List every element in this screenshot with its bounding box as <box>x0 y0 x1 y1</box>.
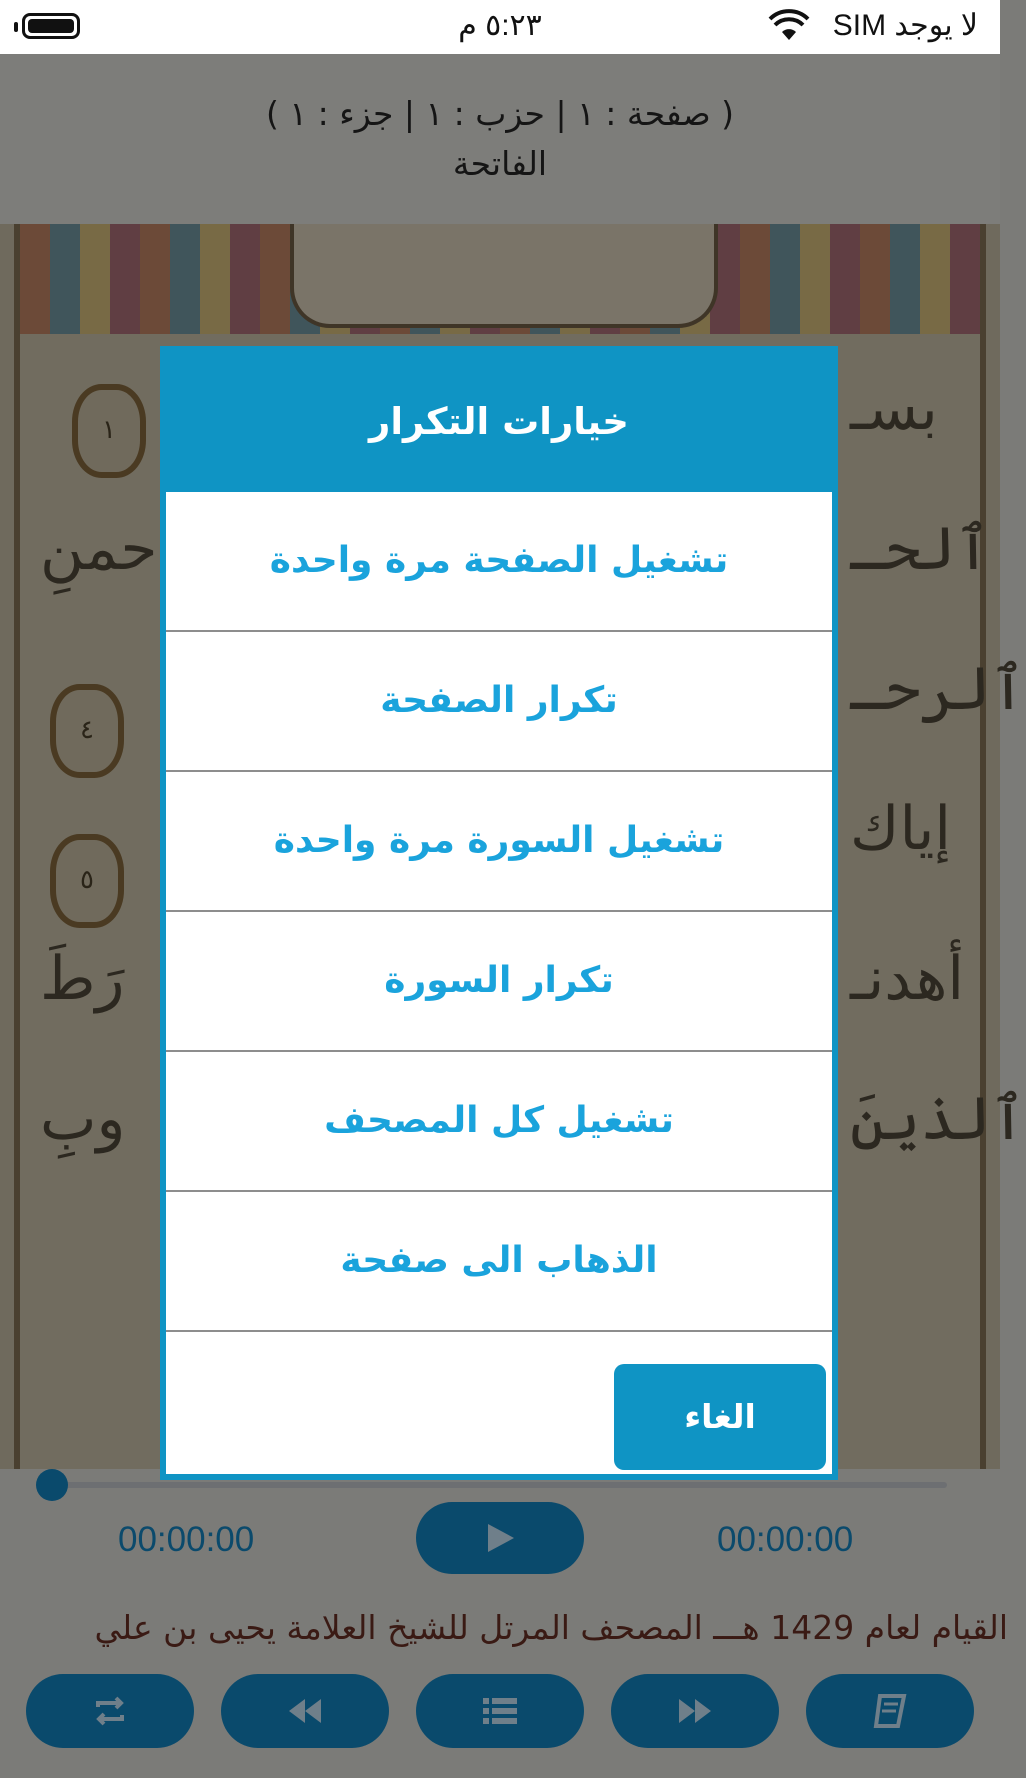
quran-text-fragment: ٱلذينَ <box>850 1084 1026 1154</box>
quran-text-fragment: أهدنـ <box>850 944 965 1014</box>
option-repeat-page[interactable]: تكرار الصفحة <box>166 632 832 772</box>
surah-name: الفاتحة <box>452 144 548 183</box>
carrier-label: لا يوجد SIM <box>832 9 978 42</box>
quran-text-fragment: ٱلحـ <box>850 514 991 584</box>
option-play-page-once[interactable]: تشغيل الصفحة مرة واحدة <box>166 492 832 632</box>
marquee-text: القيام لعام 1429 هـــ المصحف المرتل للشيخ العلامة يحيى بن علي <box>94 1608 1008 1647</box>
page-location: ( صفحة : ١ | حزب : ١ | جزء : ١ ) <box>266 94 734 133</box>
quran-text-fragment: إياك <box>850 794 952 864</box>
quran-text-fragment: ٱلرحـ <box>850 654 1026 724</box>
option-go-to-page[interactable]: الذهاب الى صفحة <box>166 1192 832 1332</box>
quran-text-fragment: وبِ <box>40 1084 126 1154</box>
elapsed-time: 00:00:00 <box>118 1520 255 1559</box>
ayah-marker: ٤ <box>50 684 124 778</box>
total-time: 00:00:00 <box>717 1520 854 1559</box>
options-list <box>166 492 832 1332</box>
quran-text-fragment: رَطَ <box>40 944 125 1014</box>
status-time: ٥:٢٣ م <box>458 9 542 42</box>
quran-text-fragment: بسـ <box>850 374 938 444</box>
option-repeat-surah[interactable]: تكرار السورة <box>166 912 832 1052</box>
ayah-marker: ٥ <box>50 834 124 928</box>
option-play-surah-once[interactable]: تشغيل السورة مرة واحدة <box>166 772 832 912</box>
ayah-marker: ١ <box>72 384 146 478</box>
repeat-options-dialog <box>160 346 838 1480</box>
dialog-title: خيارات التكرار <box>166 352 832 492</box>
quran-text-fragment: حمنِ <box>40 514 158 584</box>
cancel-button[interactable]: الغاء <box>614 1364 826 1470</box>
option-play-whole-mushaf[interactable]: تشغيل كل المصحف <box>166 1052 832 1192</box>
